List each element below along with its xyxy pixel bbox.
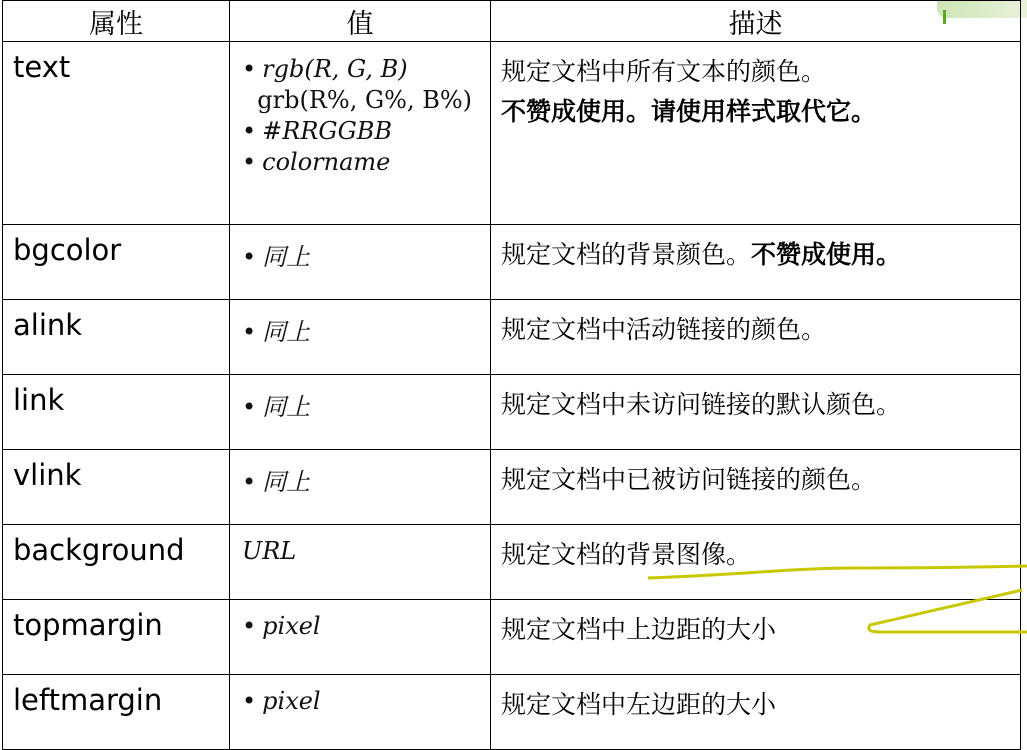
attr-name: leftmargin [3, 675, 230, 750]
attr-description: 规定文档中左边距的大小 [491, 675, 1021, 750]
table-row [3, 450, 1021, 525]
attr-value: • pixel [230, 675, 491, 750]
attr-name: topmargin [3, 600, 230, 675]
attr-name: link [3, 375, 230, 450]
deprecated-note: 不赞成使用。请使用样式取代它。 [501, 97, 877, 126]
attr-description: 规定文档中上边距的大小 [491, 600, 1021, 675]
value-line: • rgb(R, G, B) [242, 55, 408, 83]
table-row [3, 225, 1021, 300]
value-line: • #RRGGBB [242, 117, 393, 145]
attr-description: 规定文档的背景图像。 [491, 525, 1021, 600]
table-header-row [3, 1, 1021, 42]
attr-name: text [3, 42, 230, 225]
attr-description: 规定文档中活动链接的颜色。 [491, 300, 1021, 375]
body-attributes-table [2, 0, 1021, 750]
value-line: • colorname [242, 148, 391, 176]
attr-name: bgcolor [3, 225, 230, 300]
header-value: 值 [230, 1, 491, 42]
attr-value: • 同上 [230, 225, 491, 300]
table-row [3, 42, 1021, 225]
table-row [3, 675, 1021, 750]
attr-value: URL [230, 525, 491, 600]
attr-value: • 同上 [230, 300, 491, 375]
header-desc: 描述 [491, 1, 1021, 42]
attr-name: vlink [3, 450, 230, 525]
attr-values [230, 42, 491, 225]
attr-description [491, 42, 1021, 225]
attr-name: background [3, 525, 230, 600]
value-line: grb(R%, G%, B%) [257, 86, 472, 114]
attr-description: 规定文档中未访问链接的默认颜色。 [491, 375, 1021, 450]
table-row [3, 600, 1021, 675]
attr-description: 规定文档中已被访问链接的颜色。 [491, 450, 1021, 525]
table-row [3, 525, 1021, 600]
table-row [3, 300, 1021, 375]
description-text: 规定文档中所有文本的颜色。 [501, 57, 827, 86]
attr-value: • 同上 [230, 375, 491, 450]
attr-description: 规定文档的背景颜色。不赞成使用。 [491, 225, 1021, 300]
attr-value: • pixel [230, 600, 491, 675]
table-row [3, 375, 1021, 450]
attr-name: alink [3, 300, 230, 375]
attr-value: • 同上 [230, 450, 491, 525]
deprecated-note: 不赞成使用。 [751, 240, 902, 269]
header-attr: 属性 [3, 1, 230, 42]
